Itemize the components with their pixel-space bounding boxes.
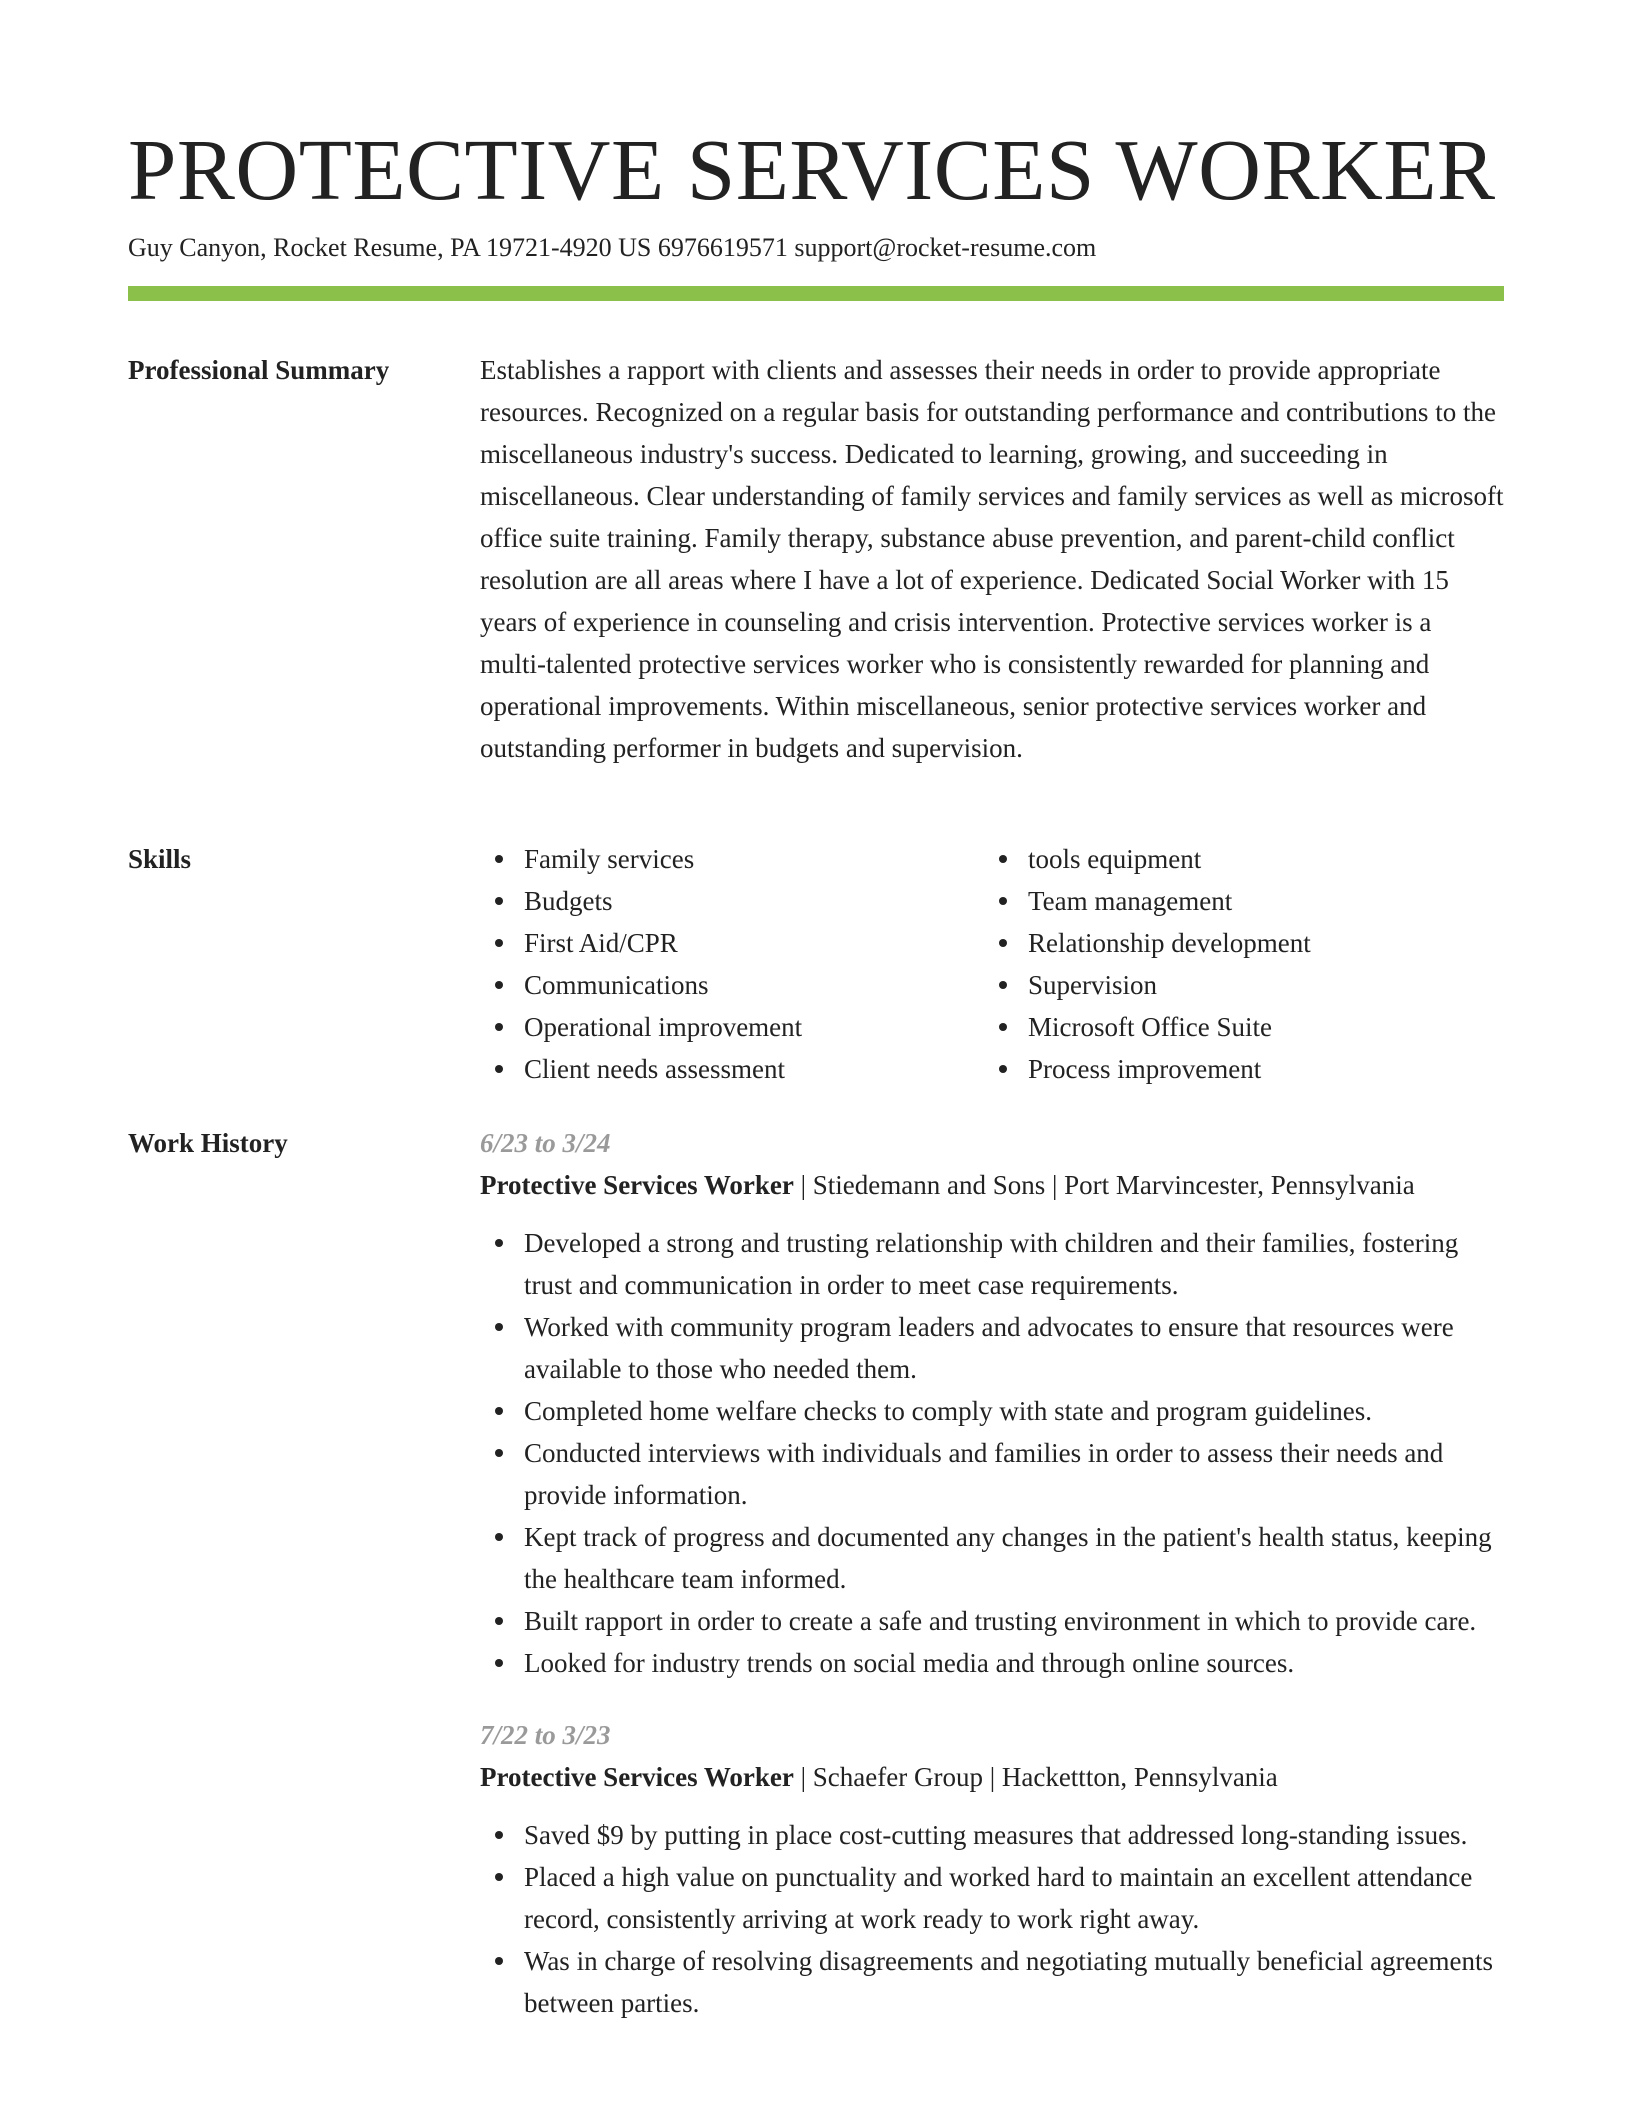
- skills-body: [480, 838, 1504, 1090]
- job-bullet: Built rapport in order to create a safe and trusting environment in which to provide care.: [480, 1600, 1504, 1642]
- job-bullet: Worked with community program leaders and advocates to ensure that resources were available to those who needed them.: [480, 1306, 1504, 1390]
- job-dates: 6/23 to 3/24: [480, 1128, 611, 1158]
- resume-title: PROTECTIVE SERVICES WORKER: [128, 121, 1496, 218]
- job-entry: [480, 1122, 1504, 1684]
- skills-heading: Skills: [128, 844, 192, 874]
- skill-item: Budgets: [480, 880, 980, 922]
- job-title: Protective Services Worker: [480, 1762, 794, 1792]
- job-bullets: [480, 1814, 1504, 2024]
- job-bullet: Saved $9 by putting in place cost-cutting measures that addressed long-standing issues.: [480, 1814, 1504, 1856]
- skill-item: Microsoft Office Suite: [984, 1006, 1484, 1048]
- job-dates: 7/22 to 3/23: [480, 1720, 611, 1750]
- skill-item: Client needs assessment: [480, 1048, 980, 1090]
- skill-item: Team management: [984, 880, 1484, 922]
- job-heading: [480, 1164, 1504, 1206]
- skills-list-right: [984, 838, 1484, 1090]
- job-bullet: Kept track of progress and documented any changes in the patient's health status, keeping the healthcare team informed.: [480, 1516, 1504, 1600]
- skill-item: Family services: [480, 838, 980, 880]
- skill-item: Supervision: [984, 964, 1484, 1006]
- job-bullets: [480, 1222, 1504, 1684]
- job-bullet: Conducted interviews with individuals and families in order to assess their needs and provide information.: [480, 1432, 1504, 1516]
- job-bullet: Completed home welfare checks to comply with state and program guidelines.: [480, 1390, 1504, 1432]
- job-bullet: Was in charge of resolving disagreements and negotiating mutually beneficial agreements between parties.: [480, 1940, 1504, 2024]
- job-heading: [480, 1756, 1504, 1798]
- summary-body: [480, 349, 1504, 769]
- skills-grid: [480, 838, 1504, 1090]
- job-details: | Stiedemann and Sons | Port Marvincester, Pennsylvania: [793, 1170, 1415, 1200]
- work-history-heading: Work History: [128, 1128, 288, 1158]
- summary-heading: Professional Summary: [128, 355, 390, 385]
- skill-item: Operational improvement: [480, 1006, 980, 1048]
- skill-item: Relationship development: [984, 922, 1484, 964]
- skills-list-left: [480, 838, 980, 1090]
- job-bullet: Developed a strong and trusting relationship with children and their families, fostering trust and communication in order to meet case requirements.: [480, 1222, 1504, 1306]
- skill-item: First Aid/CPR: [480, 922, 980, 964]
- job-bullet: Placed a high value on punctuality and worked hard to maintain an excellent attendance record, consistently arriving at work ready to work right away.: [480, 1856, 1504, 1940]
- header-divider: [128, 286, 1504, 301]
- summary-text: Establishes a rapport with clients and assesses their needs in order to provide appropriate resources. Recognized on a regular basis for outstanding performance and contributions to the miscellaneous industry's success. Dedicated to learning, growing, and succeeding in miscellaneous. Clear understanding of family services and family services as well as microsoft office suite training. Family therapy, substance abuse prevention, and parent-child conflict resolution are all areas where I have a lot of experience. Dedicated Social Worker with 15 years of experience in counseling and crisis intervention. Protective services worker is a multi-talented protective services worker who is consistently rewarded for planning and operational improvements. Within miscellaneous, senior protective services worker and outstanding performer in budgets and supervision.: [480, 355, 1504, 763]
- skill-item: tools equipment: [984, 838, 1484, 880]
- job-bullet: Looked for industry trends on social media and through online sources.: [480, 1642, 1504, 1684]
- skill-item: Process improvement: [984, 1048, 1484, 1090]
- work-history-body: [480, 1122, 1504, 2054]
- job-title: Protective Services Worker: [480, 1170, 794, 1200]
- skill-item: Communications: [480, 964, 980, 1006]
- job-entry: [480, 1714, 1504, 2024]
- contact-info: Guy Canyon, Rocket Resume, PA 19721-4920 US 6976619571 support@rocket-resume.com: [128, 233, 1097, 262]
- job-details: | Schaefer Group | Hackettton, Pennsylvania: [793, 1762, 1278, 1792]
